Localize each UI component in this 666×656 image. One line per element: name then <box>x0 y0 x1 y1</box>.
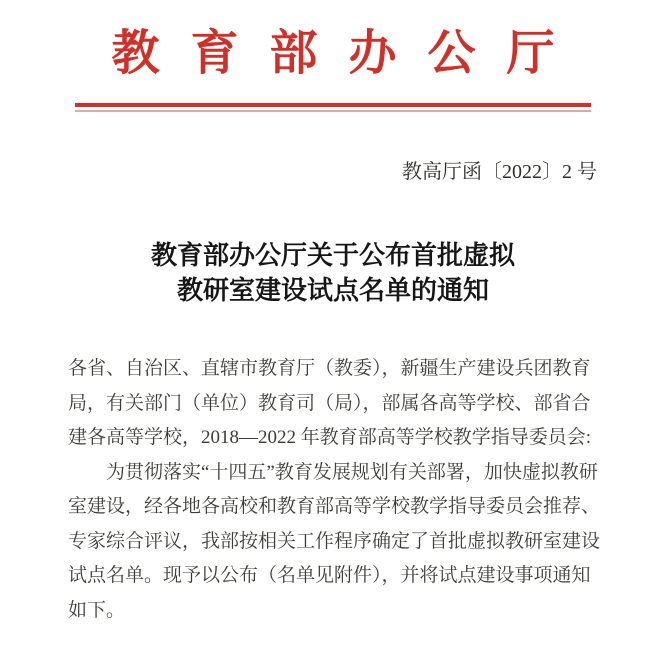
body-line-paragraph-4: 试点名单。现予以公布（名单见附件），并将试点建设事项通知 <box>68 565 591 586</box>
notice-title-line-2: 教研室建设试点名单的通知 <box>176 276 489 305</box>
body-line-paragraph-2: 室建设，经各地各高校和教育部高等学校教学指导委员会推荐、 <box>68 496 601 517</box>
letterhead-separator-sub-line <box>75 110 591 112</box>
body-line-paragraph-3: 专家综合评议，我部按相关工作程序确定了首批虚拟教研室建设 <box>68 530 601 552</box>
body-line-salutation-2: 局，有关部门（单位）教育司（局），部属各高等学校、部省合 <box>68 392 591 414</box>
doc-reference-number: 教高厅函〔2022〕2 号 <box>402 161 597 183</box>
notice-title-line-1: 教育部办公厅关于公布首批虚拟 <box>150 241 515 270</box>
notice-title <box>0 238 666 308</box>
body-line-salutation-3: 建各高等学校，2018—2022 年教育部高等学校教学指导委员会: <box>68 427 592 448</box>
body-line-paragraph-1: 为贯彻落实“十四五”教育发展规划有关部署，加快虚拟教研 <box>68 461 598 483</box>
body-line-salutation-1: 各省、自治区、直辖市教育厅（教委），新疆生产建设兵团教育 <box>68 358 591 379</box>
document-page <box>0 26 666 656</box>
body-line-paragraph-5: 如下。 <box>68 599 126 621</box>
letterhead-separator <box>75 103 591 112</box>
notice-body <box>0 352 666 628</box>
letterhead-org-name <box>0 26 666 82</box>
letterhead-org-name-text: 教育部办公厅 <box>111 27 586 80</box>
letterhead-separator-main-line <box>75 103 591 107</box>
